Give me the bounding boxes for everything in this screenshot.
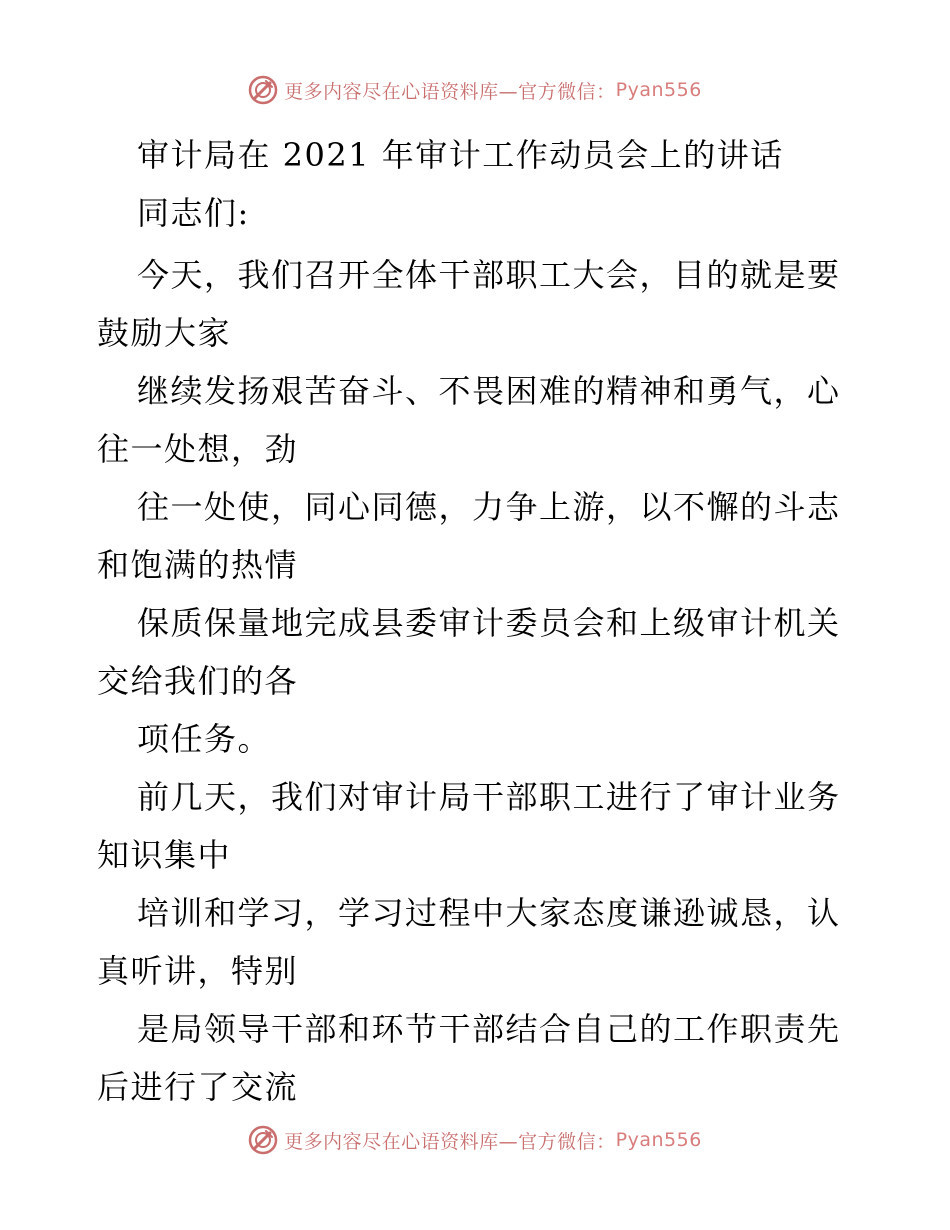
paragraph-line: 保质保量地完成县委审计委员会和上级审计机关	[137, 604, 841, 642]
watermark-wechat-id: Pyan556	[615, 1129, 702, 1151]
watermark-cn-text: 更多内容尽在心语资料库—官方微信：	[284, 1130, 616, 1153]
paragraph-line: 培训和学习，学习过程中大家态度谦逊诚恳，认	[137, 894, 841, 932]
paragraph-line: 今天，我们召开全体干部职工大会，目的就是要	[137, 256, 841, 294]
document-title: 审计局在 2021 年审计工作动员会上的讲话	[137, 136, 784, 174]
paragraph-line: 是局领导干部和环节干部结合自己的工作职责先	[137, 1010, 841, 1048]
paragraph-line: 知识集中	[97, 836, 232, 874]
logo-icon	[248, 1125, 278, 1155]
paragraph-line: 继续发扬艰苦奋斗、不畏困难的精神和勇气，心	[137, 372, 841, 410]
watermark-wechat-id: Pyan556	[615, 79, 702, 101]
footer-watermark	[0, 1120, 950, 1160]
paragraph-line: 真听讲，特别	[97, 952, 299, 990]
paragraph-line: 和饱满的热情	[97, 546, 299, 584]
logo-icon	[248, 75, 278, 105]
salutation: 同志们:	[137, 194, 250, 232]
paragraph-line: 前几天，我们对审计局干部职工进行了审计业务	[137, 778, 841, 816]
paragraph-line: 交给我们的各	[97, 662, 299, 700]
header-watermark	[0, 70, 950, 110]
document-body	[97, 126, 857, 1116]
paragraph-line: 往一处想，劲	[97, 430, 299, 468]
watermark-cn-text: 更多内容尽在心语资料库—官方微信：	[284, 80, 616, 103]
paragraph-line: 后进行了交流	[97, 1068, 299, 1106]
paragraph-line: 鼓励大家	[97, 314, 232, 352]
paragraph-line: 项任务。	[137, 720, 272, 758]
paragraph-line: 往一处使，同心同德，力争上游，以不懈的斗志	[137, 488, 841, 526]
